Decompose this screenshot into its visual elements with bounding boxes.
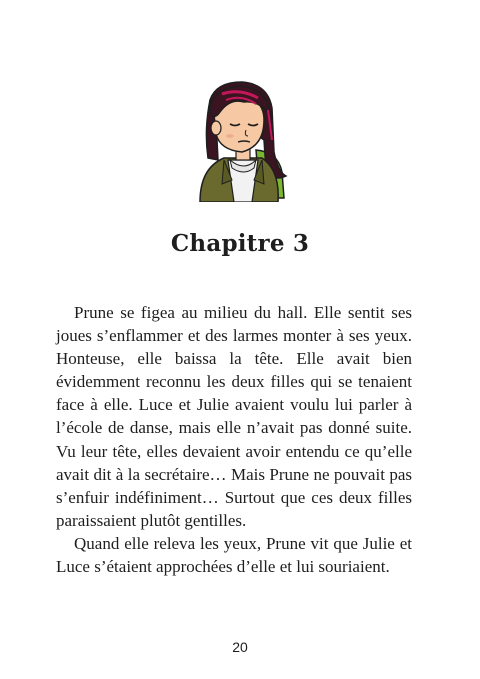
chapter-body xyxy=(56,301,412,578)
chapter-title: Chapitre 3 xyxy=(170,230,310,257)
girl-illustration xyxy=(186,80,298,202)
page-number: 20 xyxy=(232,639,248,655)
paragraph: Quand elle releva les yeux, Prune vit que Julie et Luce s’étaient approchées d’elle et lui souriaient. xyxy=(56,533,412,577)
paragraph: Prune se figea au milieu du hall. Elle sentit ses joues s’enflammer et des larmes monter à ses yeux. Honteuse, elle baissa la tête. Elle avait bien évidemment reconnu les deux filles qui se tenaient face à elle. Luce et Julie avaient voulu lui parler à l’école de danse, mais elle n’avait pas donné suite. Vu leur tête, elles devaient avoir entendu ce qu’elle avait dit à la secrétaire… Mais Prune ne pouvait pas s’enfuir indéfiniment… Surtout que ces deux filles paraissaient plutôt gentilles. xyxy=(56,303,412,530)
